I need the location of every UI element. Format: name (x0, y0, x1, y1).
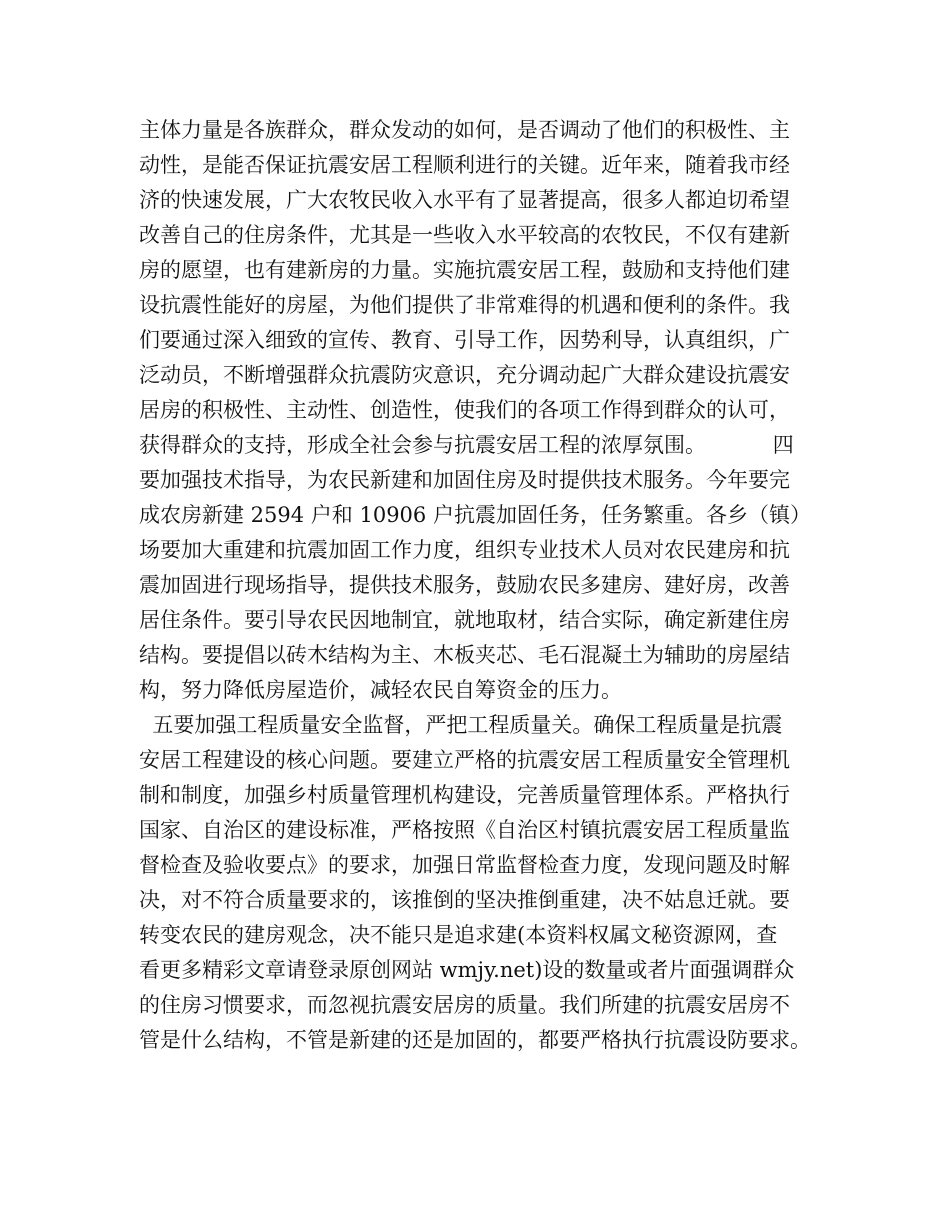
text-line: 制和制度，加强乡村质量管理机构建设，完善质量管理体系。严格执行 (139, 783, 790, 807)
text-line: 场要加大重建和抗震加固工作力度，组织专业技术人员对农民建房和抗 (139, 538, 790, 562)
text-line: 济的快速发展，广大农牧民收入水平有了显著提高，很多人都迫切希望 (139, 188, 790, 212)
text-line: 们要通过深入细致的宣传、教育、引导工作，因势利导，认真组织，广 (139, 328, 790, 352)
text-line: 决，对不符合质量要求的，该推倒的坚决推倒重建，决不姑息迁就。要 (139, 888, 790, 912)
text-line: 房的愿望，也有建新房的力量。实施抗震安居工程，鼓励和支持他们建 (139, 258, 790, 282)
text-line: 主体力量是各族群众，群众发动的如何，是否调动了他们的积极性、主 (139, 118, 790, 142)
text-line: 要加强技术指导，为农民新建和加固住房及时提供技术服务。今年要完 (139, 468, 790, 492)
text-line: 安居工程建设的核心问题。要建立严格的抗震安居工程质量安全管理机 (139, 748, 790, 772)
text-line: 构，努力降低房屋造价，减轻农民自筹资金的压力。 (139, 678, 622, 702)
text-line: 震加固进行现场指导，提供技术服务，鼓励农民多建房、建好房，改善 (139, 573, 790, 597)
text-line: 五要加强工程质量安全监督，严把工程质量关。确保工程质量是抗震 (139, 713, 783, 737)
text-line: 改善自己的住房条件，尤其是一些收入水平较高的农牧民，不仅有建新 (139, 223, 790, 247)
text-line: 管是什么结构，不管是新建的还是加固的，都要严格执行抗震设防要求。 (139, 1028, 811, 1052)
text-line: 设抗震性能好的房屋，为他们提供了非常难得的机遇和便利的条件。我 (139, 293, 790, 317)
text-line: 动性，是能否保证抗震安居工程顺利进行的关键。近年来，随着我市经 (139, 153, 790, 177)
text-line: 居房的积极性、主动性、创造性，使我们的各项工作得到群众的认可， (139, 398, 790, 422)
text-line: 泛动员，不断增强群众抗震防灾意识，充分调动起广大群众建设抗震安 (139, 363, 790, 387)
text-line: 转变农民的建房观念，决不能只是追求建(本资料权属文秘资源网，查 (139, 923, 778, 947)
text-line: 结构。要提倡以砖木结构为主、木板夹芯、毛石混凝土为辅助的房屋结 (139, 643, 790, 667)
text-line: 的住房习惯要求，而忽视抗震安居房的质量。我们所建的抗震安居房不 (139, 993, 790, 1017)
text-line: 获得群众的支持，形成全社会参与抗震安居工程的浓厚氛围。 四 (139, 433, 794, 457)
text-line: 看更多精彩文章请登录原创网站 wmjy.net)设的数量或者片面强调群众 (139, 958, 795, 982)
text-line: 成农房新建 2594 户和 10906 户抗震加固任务，任务繁重。各乡（镇） (139, 503, 811, 527)
text-line: 国家、自治区的建设标准，严格按照《自治区村镇抗震安居工程质量监 (139, 818, 790, 842)
text-line: 督检查及验收要点》的要求，加强日常监督检查力度，发现问题及时解 (139, 853, 790, 877)
body-text (139, 113, 829, 1058)
text-line: 居住条件。要引导农民因地制宜，就地取材，结合实际，确定新建住房 (139, 608, 790, 632)
